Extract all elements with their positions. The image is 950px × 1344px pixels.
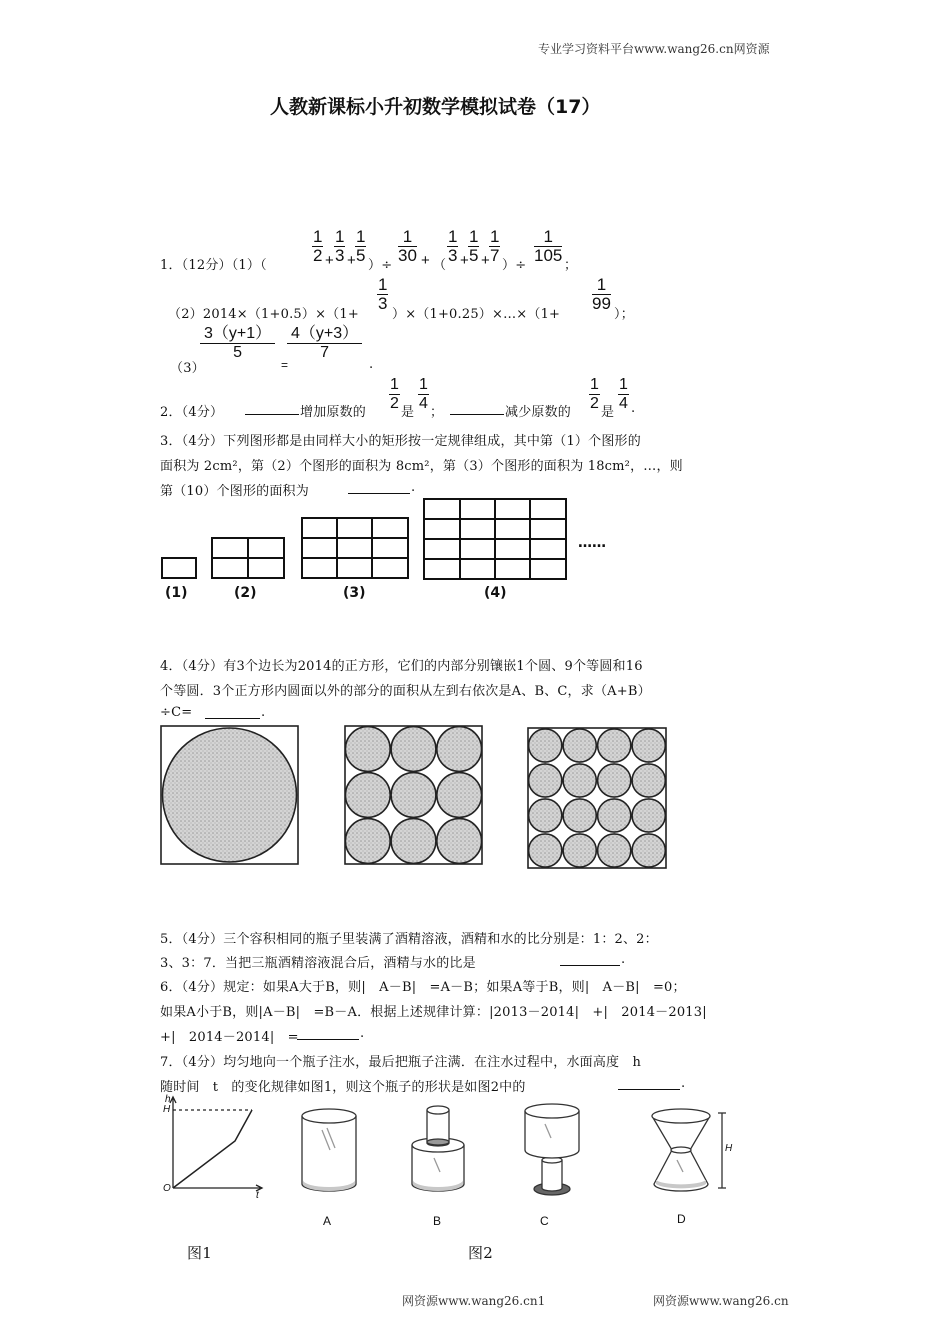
axis-label-t: t (256, 1190, 259, 1201)
q1-frac-6: $\frac{1}{5}$ (469, 227, 479, 265)
q1-frac-3: $\frac{1}{5}$ (356, 227, 366, 265)
bottle-label: D (677, 1212, 686, 1226)
period: . (261, 705, 266, 720)
q1-frac-8: $\frac{1}{105}$ (534, 227, 563, 265)
axis-label-H: H (163, 1104, 171, 1115)
bottle-a (302, 1109, 356, 1191)
q1-part2: （2）2014×（1+0.5）×（1+ (168, 307, 359, 322)
q2-prefix: 2．（4分） (160, 405, 224, 420)
q2-frac-3: $\frac{1}{2}$ (590, 376, 599, 412)
bottle-label: A (323, 1214, 332, 1228)
q2-text: . (631, 401, 636, 416)
q2-text: 减少原数的 (505, 405, 572, 420)
q5-line: 3、3：7．当把三瓶酒精溶液混合后，酒精与水的比是 (160, 956, 476, 971)
header-site: 专业学习资料平台www.wang26.cn网资源 (538, 42, 770, 56)
bottle-b (412, 1106, 464, 1191)
q1-frac-11: $\frac{3(y+1)}{5}$ (200, 325, 275, 362)
q2-text: 是 (401, 405, 415, 420)
semicolon: ； (564, 258, 578, 273)
plus: + (481, 252, 490, 269)
q4-line: 个等圆．3个正方形内圆面以外的部分的面积从左到右依次是A、B、C，求（A+B） (160, 684, 651, 699)
q1-part2-end: ）； (614, 307, 634, 322)
q1-frac-4: $\frac{1}{30}$ (398, 227, 417, 265)
period: . (360, 1026, 365, 1041)
bottle-d-height-label: H (725, 1143, 733, 1154)
q1-part2-mid: ）×（1+0.25）×…×（1+ (392, 307, 561, 322)
figure-label: (2) (234, 585, 257, 601)
q3-line: 第（10）个图形的面积为 (160, 484, 309, 499)
q2-frac-4: $\frac{1}{4}$ (619, 376, 628, 412)
equals: = (281, 358, 289, 372)
axis-label-origin: O (163, 1183, 171, 1194)
period: . (411, 480, 416, 495)
period: . (621, 952, 626, 967)
plus: + (421, 252, 430, 269)
figure-label: (1) (165, 585, 188, 601)
bottle-c (525, 1104, 579, 1195)
footer-right: 网资源www.wang26.cn (653, 1294, 789, 1308)
q1-frac-10: $\frac{1}{99}$ (592, 275, 611, 313)
divide: ）÷ (368, 258, 393, 273)
page-title: 人教新课标小升初数学模拟试卷（17） (270, 96, 601, 118)
q1-part3: （3） (170, 361, 205, 376)
q2-text: 是 (601, 405, 615, 420)
q1-frac-12: $\frac{4(y+3)}{7}$ (287, 325, 362, 362)
figure-label: (3) (343, 585, 366, 601)
figure-label: (4) (484, 585, 507, 601)
q4-line: 4．（4分）有3个边长为2014的正方形，它们的内部分别镶嵌1个圆、9个等圆和16 (160, 659, 643, 674)
q4-line: ÷C= (160, 705, 193, 720)
divide: ）÷ (502, 258, 527, 273)
q2-text: ； (430, 405, 444, 420)
q7-line: 7．（4分）均匀地向一个瓶子注水，最后把瓶子注满．在注水过程中，水面高度 h (160, 1055, 642, 1070)
q7-line: 随时间 t 的变化规律如图1，则这个瓶子的形状是如图2中的 (160, 1080, 526, 1095)
q3-line: 面积为 2cm²，第（2）个图形的面积为 8cm²，第（3）个图形的面积为 18cm²，…，则 (160, 459, 683, 474)
q2-frac-2: $\frac{1}{4}$ (419, 376, 428, 412)
q1-frac-9: $\frac{1}{3}$ (378, 275, 388, 313)
q5-line: 5．（4分）三个容积相同的瓶子里装满了酒精溶液，酒精和水的比分别是：1：2、2： (160, 932, 658, 947)
footer-left: 网资源www.wang26.cn1 (402, 1294, 546, 1308)
plus: + (347, 252, 356, 269)
axis-label-h: h (165, 1094, 171, 1105)
figure-caption-1: 图1 (187, 1244, 212, 1262)
q1-frac-7: $\frac{1}{7}$ (490, 227, 500, 265)
q6-line: 如果A小于B，则|A－B| =B－A．根据上述规律计算：|2013－2014| +| 2014－2013| (160, 1005, 707, 1020)
q2-text: 增加原数的 (300, 405, 367, 420)
q1-frac-1: $\frac{1}{2}$ (313, 227, 323, 265)
q1-frac-2: $\frac{1}{3}$ (335, 227, 345, 265)
period: . (369, 357, 374, 372)
q2-frac-1: $\frac{1}{2}$ (390, 376, 399, 412)
plus: + (325, 252, 334, 269)
q6-line: +| 2014－2014| = (160, 1030, 299, 1045)
bottle-d (652, 1109, 726, 1191)
ellipsis: …… (578, 535, 606, 551)
bottle-label: C (540, 1214, 549, 1228)
figure-caption-2: 图2 (468, 1244, 493, 1262)
q1-prefix: 1．（12分）（1）（ (160, 258, 267, 273)
q3-line: 3．（4分）下列图形都是由同样大小的矩形按一定规律组成，其中第（1）个图形的 (160, 434, 641, 449)
bottle-label: B (433, 1214, 442, 1228)
paren: （ (433, 258, 447, 273)
plus: + (460, 252, 469, 269)
q6-line: 6．（4分）规定：如果A大于B，则| A－B| =A－B；如果A等于B，则| A－B| =0； (160, 980, 686, 995)
q1-frac-5: $\frac{1}{3}$ (448, 227, 458, 265)
period: . (681, 1076, 686, 1091)
